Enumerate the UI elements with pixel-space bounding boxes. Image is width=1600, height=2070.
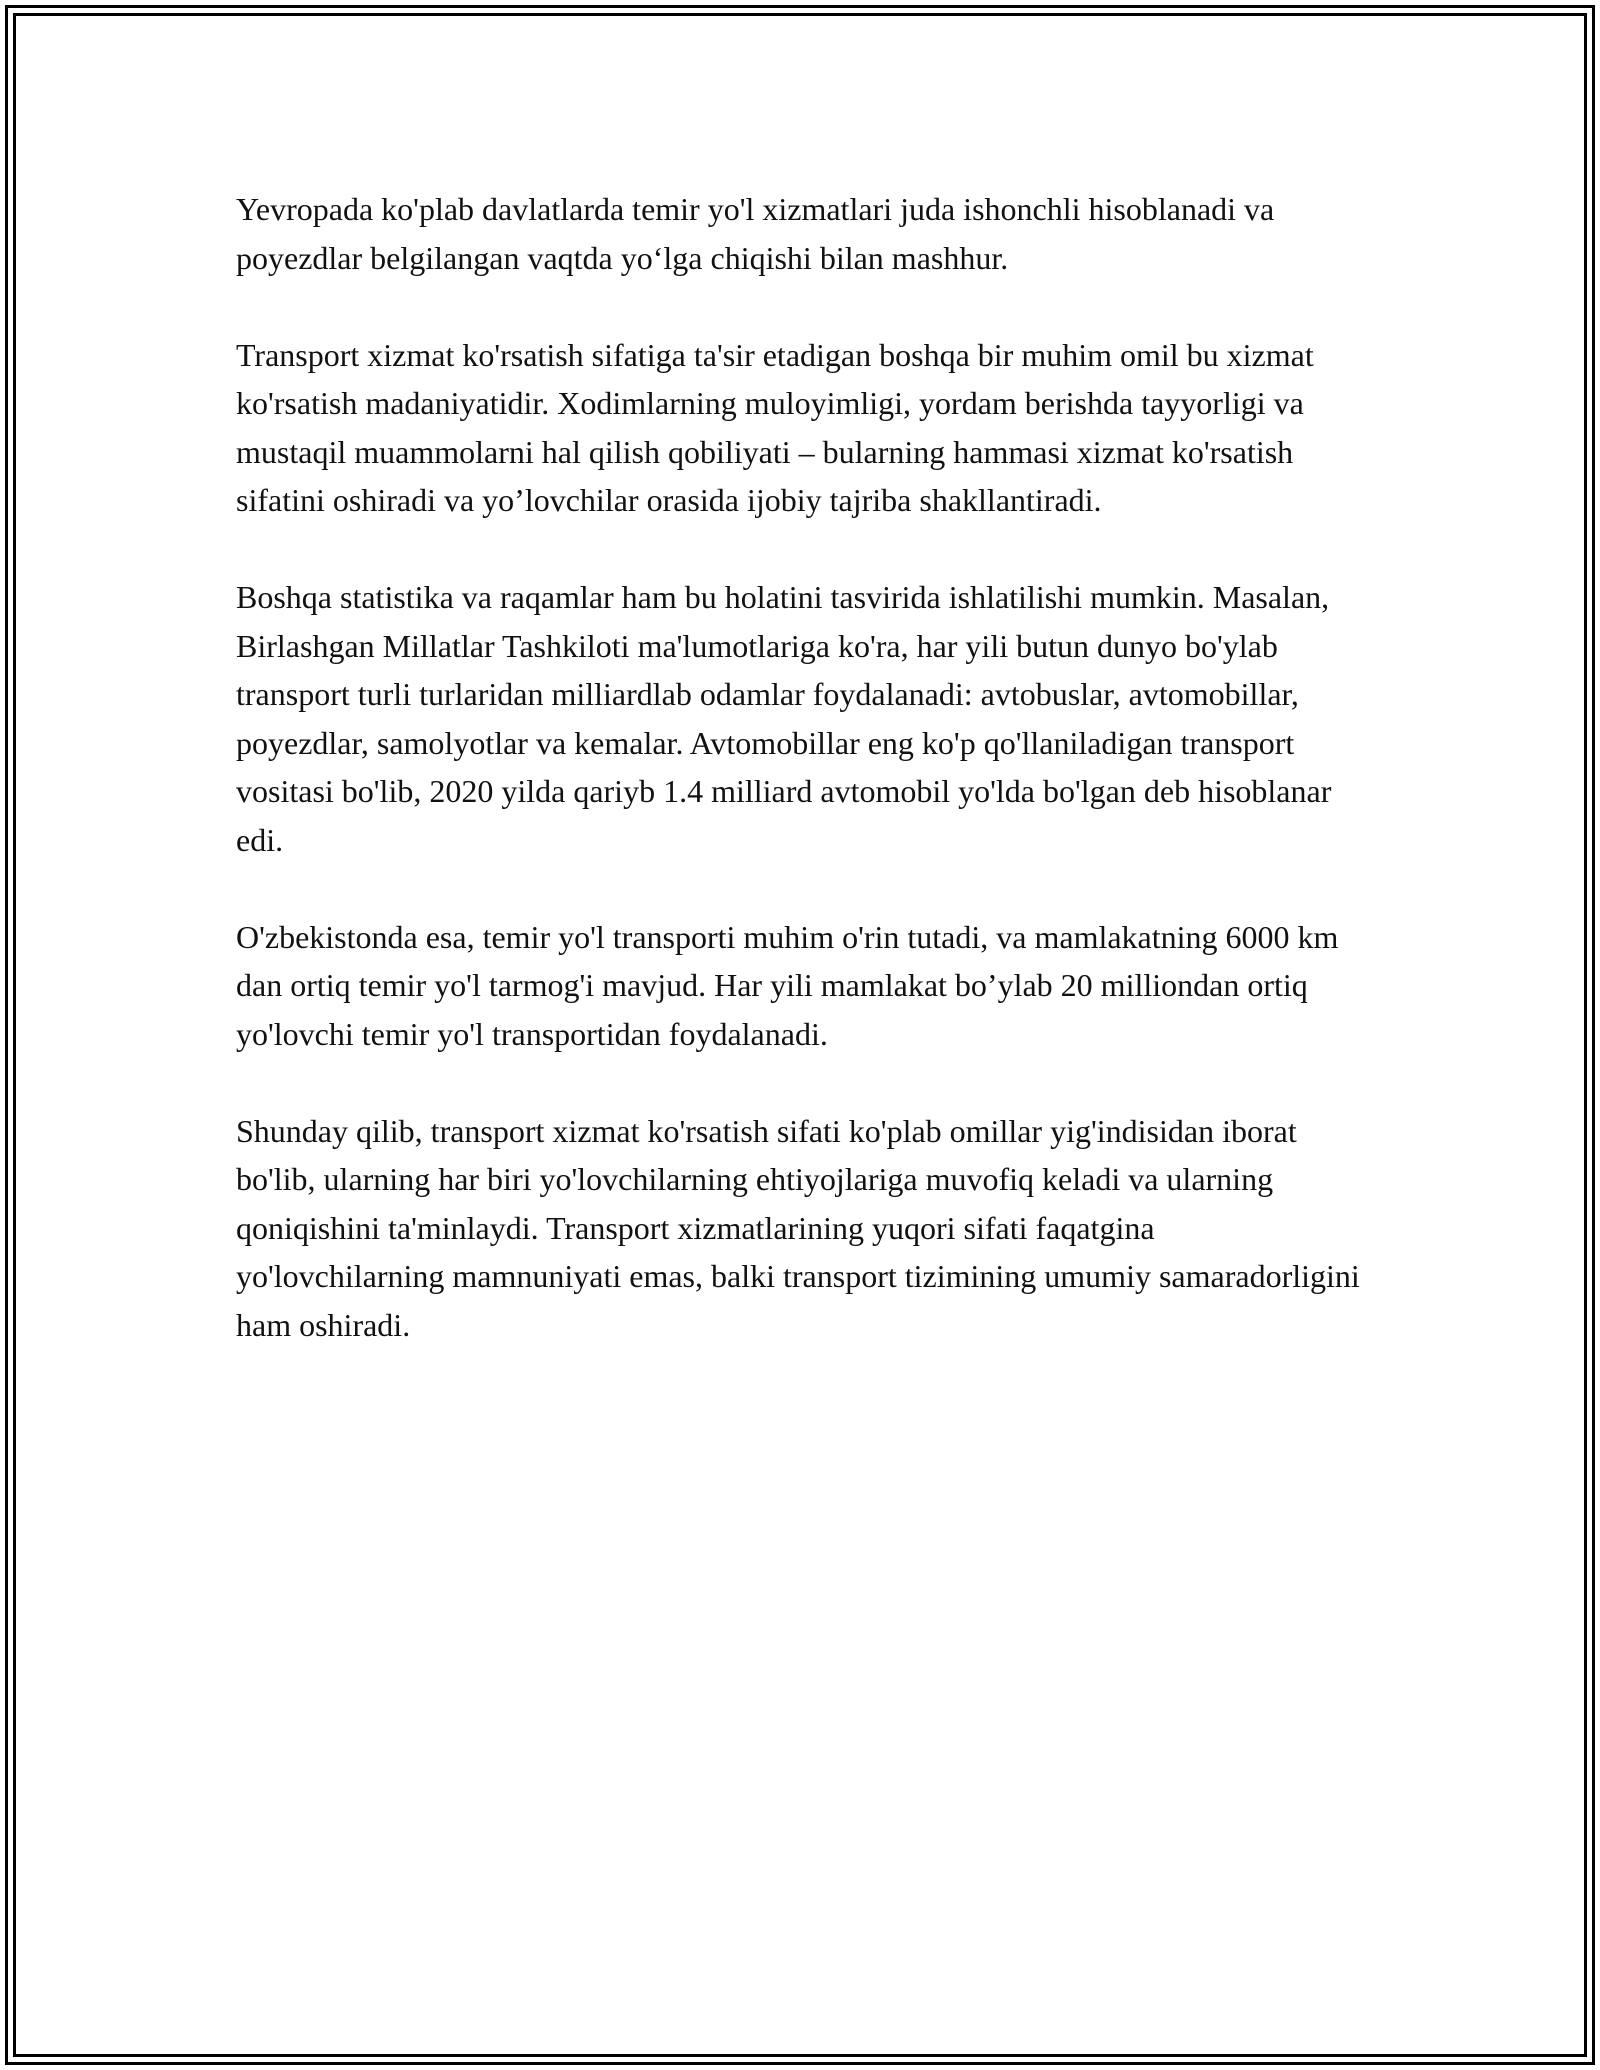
paragraph-2: Transport xizmat ko'rsatish sifatiga ta'sir etadigan boshqa bir muhim omil bu xizmat ko'rsatish madaniyatidir. Xodimlarning muloyimligi, yordam berishda tayyorligi va mustaqil muammolarni hal qilish qobiliyati – bularning hammasi xizmat ko'rsatish sifatini oshiradi va yo’lovchilar orasida ijobiy tajriba shakllantiradi. <box>236 336 1314 518</box>
paragraph-5: Shunday qilib, transport xizmat ko'rsatish sifati ko'plab omillar yig'indisidan iborat bo'lib, ularning har biri yo'lovchilarning ehtiyojlariga muvofiq keladi va ularning qoniqishini ta'minlaydi. Transport xizmatlarining yuqori sifati faqatgina yo'lovchilarning mamnuniyati emas, balki transport tizimining umumiy samaradorligini ham oshiradi. <box>236 1112 1360 1343</box>
paragraph-1: Yevropada ko'plab davlatlarda temir yo'l xizmatlari juda ishonchli hisoblanadi va poyezdlar belgilangan vaqtda yo‘lga chiqishi bilan mashhur. <box>236 191 1275 276</box>
paragraph-4: O'zbekistonda esa, temir yo'l transporti muhim o'rin tutadi, va mamlakatning 6000 km dan ortiq temir yo'l tarmog'i mavjud. Har yili mamlakat bo’ylab 20 milliondan ortiq yo'lovchi temir yo'l transportidan foydalanadi. <box>236 918 1339 1052</box>
paragraph-3: Boshqa statistika va raqamlar ham bu holatini tasvirida ishlatilishi mumkin. Masalan, Birlashgan Millatlar Tashkiloti ma'lumotlariga ko'ra, har yili butun dunyo bo'ylab transport turli turlaridan milliardlab odamlar foydalanadi: avtobuslar, avtomobillar, poyezdlar, samolyotlar va kemalar. Avtomobillar eng ko'p qo'llaniladigan transport vositasi bo'lib, 2020 yilda qariyb 1.4 milliard avtomobil yo'lda bo'lgan deb hisoblanar edi. <box>236 579 1332 858</box>
document-body <box>236 185 1366 1398</box>
